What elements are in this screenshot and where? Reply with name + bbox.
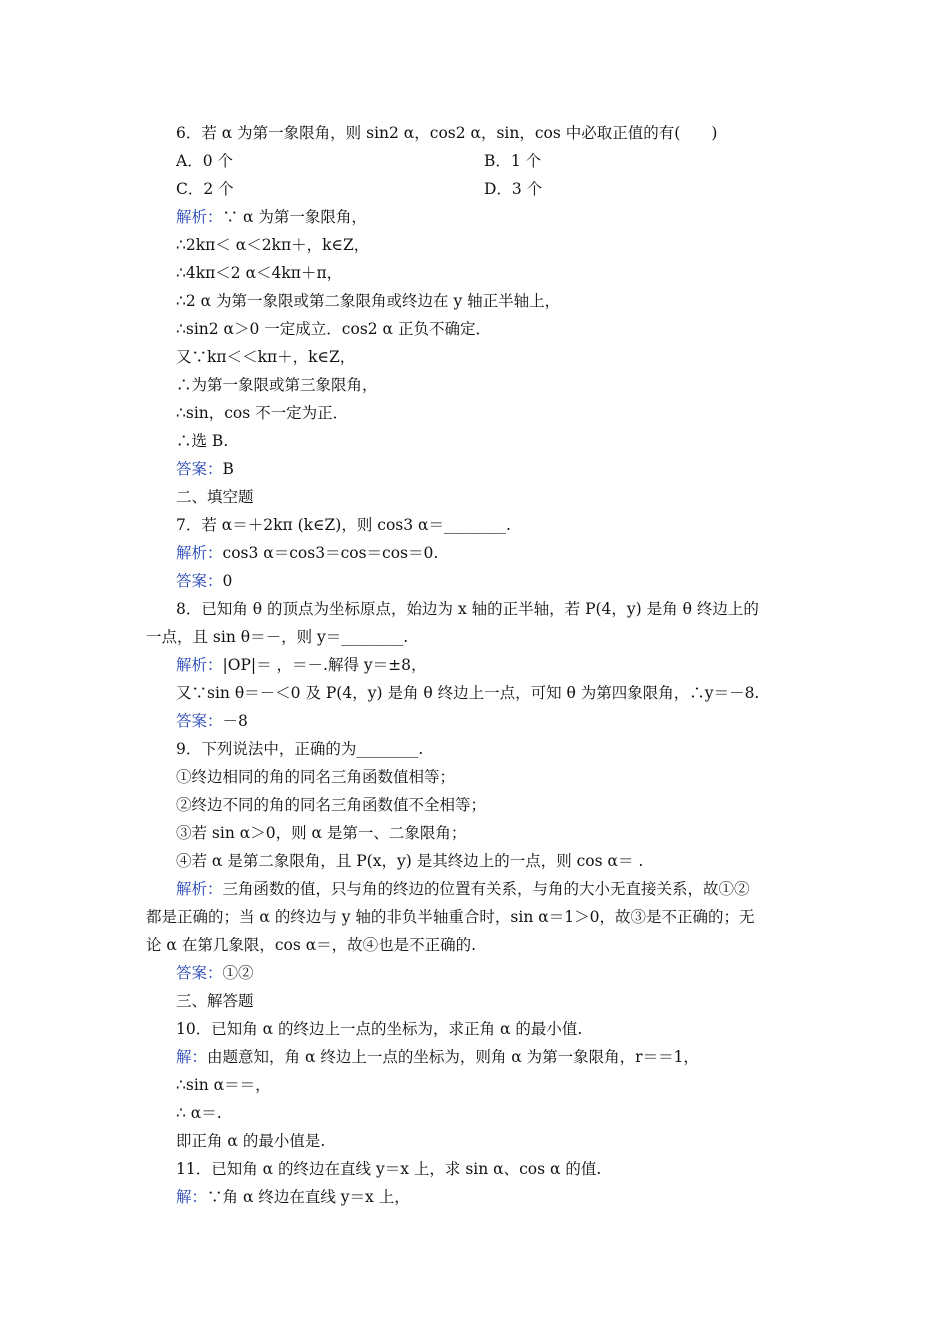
section-heading-3: 三、解答题 — [176, 992, 254, 1010]
solution-6-line-3: ∴4kπ＜2 α＜4kπ＋π， — [176, 264, 343, 282]
answer-label: 答案： — [176, 964, 223, 982]
answer-text: －8 — [222, 712, 248, 730]
solution-6-line-5: ∴sin2 α＞0 一定成立．cos2 α 正负不确定． — [176, 320, 491, 338]
answer-9 — [176, 963, 254, 983]
solution-6-line-4: ∴2 α 为第一象限或第二象限角或终边在 y 轴正半轴上， — [176, 292, 561, 310]
solution-9-line-3: 论 α 在第几象限，cos α＝，故④也是不正确的. — [146, 936, 477, 954]
solution-9-line-2: 都是正确的；当 α 的终边与 y 轴的非负半轴重合时，sin α＝1＞0，故③是不正确的；无 — [146, 908, 755, 926]
solution-6-line-9: ∴选 B. — [176, 432, 229, 450]
statement-4: ④若 α 是第二象限角，且 P(x，y) 是其终边上的一点，则 cos α＝ . — [176, 852, 644, 870]
question-6: 6．若 α 为第一象限角，则 sin2 α，cos2 α，sin，cos 中必取正值的有( ) — [176, 124, 718, 142]
option-a: A．0 个 — [176, 152, 233, 170]
solution-6-line-2: ∴2kπ＜ α＜2kπ＋，k∈Z， — [176, 236, 370, 254]
answer-text: B — [222, 460, 234, 478]
statement-1: ①终边相同的角的同名三角函数值相等； — [176, 768, 456, 786]
solution-6-line-8: ∴sin，cos 不一定为正． — [176, 404, 349, 422]
solution-11-line-1 — [176, 1187, 410, 1207]
solution-text: ∵ α 为第一象限角， — [222, 208, 367, 226]
question-8-line-2: 一点，且 sin θ＝－，则 y＝________. — [146, 628, 409, 646]
solution-label: 解析： — [176, 208, 223, 226]
statement-3: ③若 sin α＞0，则 α 是第一、二象限角； — [176, 824, 467, 842]
solution-text: cos3 α＝cos3＝cos＝cos＝0. — [222, 544, 439, 562]
question-7: 7．若 α＝＋2kπ (k∈Z)，则 cos3 α＝________. — [176, 516, 511, 534]
solution-label: 解析： — [176, 880, 223, 898]
option-c: C．2 个 — [176, 180, 234, 198]
answer-label: 答案： — [176, 712, 223, 730]
section-heading-2: 二、填空题 — [176, 488, 254, 506]
solution-text: |OP|＝ ，＝－.解得 y＝±8， — [222, 656, 427, 674]
solution-10-line-1 — [176, 1047, 699, 1067]
answer-text: ①② — [222, 964, 254, 982]
question-9: 9．下列说法中，正确的为________. — [176, 740, 424, 758]
solution-8-line-1 — [176, 655, 426, 675]
option-b: B．1 个 — [484, 152, 542, 170]
solution-6-line-6: 又∵kπ＜＜kπ＋，k∈Z， — [176, 348, 356, 366]
solution-label: 解析： — [176, 544, 223, 562]
solution-label: 解： — [176, 1188, 208, 1206]
answer-text: 0 — [222, 572, 233, 590]
solution-text: 三角函数的值，只与角的终边的位置有关系，与角的大小无直接关系，故①② — [222, 880, 750, 898]
solution-10-line-2: ∴sin α＝＝， — [176, 1076, 271, 1094]
solution-10-line-3: ∴ α＝. — [176, 1104, 222, 1122]
solution-10-line-4: 即正角 α 的最小值是. — [176, 1132, 326, 1150]
question-10: 10．已知角 α 的终边上一点的坐标为，求正角 α 的最小值. — [176, 1020, 583, 1038]
solution-6-line-1 — [176, 207, 367, 227]
solution-text: 由题意知，角 α 终边上一点的坐标为，则角 α 为第一象限角，r＝＝1， — [207, 1048, 699, 1066]
solution-8-line-2: 又∵sin θ＝－＜0 及 P(4，y) 是角 θ 终边上一点，可知 θ 为第四象限角，∴y＝－8. — [176, 684, 760, 702]
solution-label: 解： — [176, 1048, 208, 1066]
answer-8 — [176, 711, 248, 731]
solution-label: 解析： — [176, 656, 223, 674]
option-d: D．3 个 — [484, 180, 543, 198]
answer-7 — [176, 571, 232, 591]
answer-label: 答案： — [176, 460, 223, 478]
statement-2: ②终边不同的角的同名三角函数值不全相等； — [176, 796, 487, 814]
answer-6 — [176, 459, 234, 479]
solution-9-line-1 — [176, 879, 750, 899]
question-11: 11．已知角 α 的终边在直线 y＝x 上，求 sin α、cos α 的值. — [176, 1160, 602, 1178]
solution-text: ∵角 α 终边在直线 y＝x 上， — [207, 1188, 410, 1206]
solution-6-line-7: ∴为第一象限或第三象限角， — [176, 376, 378, 394]
answer-label: 答案： — [176, 572, 223, 590]
question-8-line-1: 8．已知角 θ 的顶点为坐标原点，始边为 x 轴的正半轴，若 P(4，y) 是角 θ 终边上的 — [176, 600, 759, 618]
solution-7 — [176, 543, 438, 563]
